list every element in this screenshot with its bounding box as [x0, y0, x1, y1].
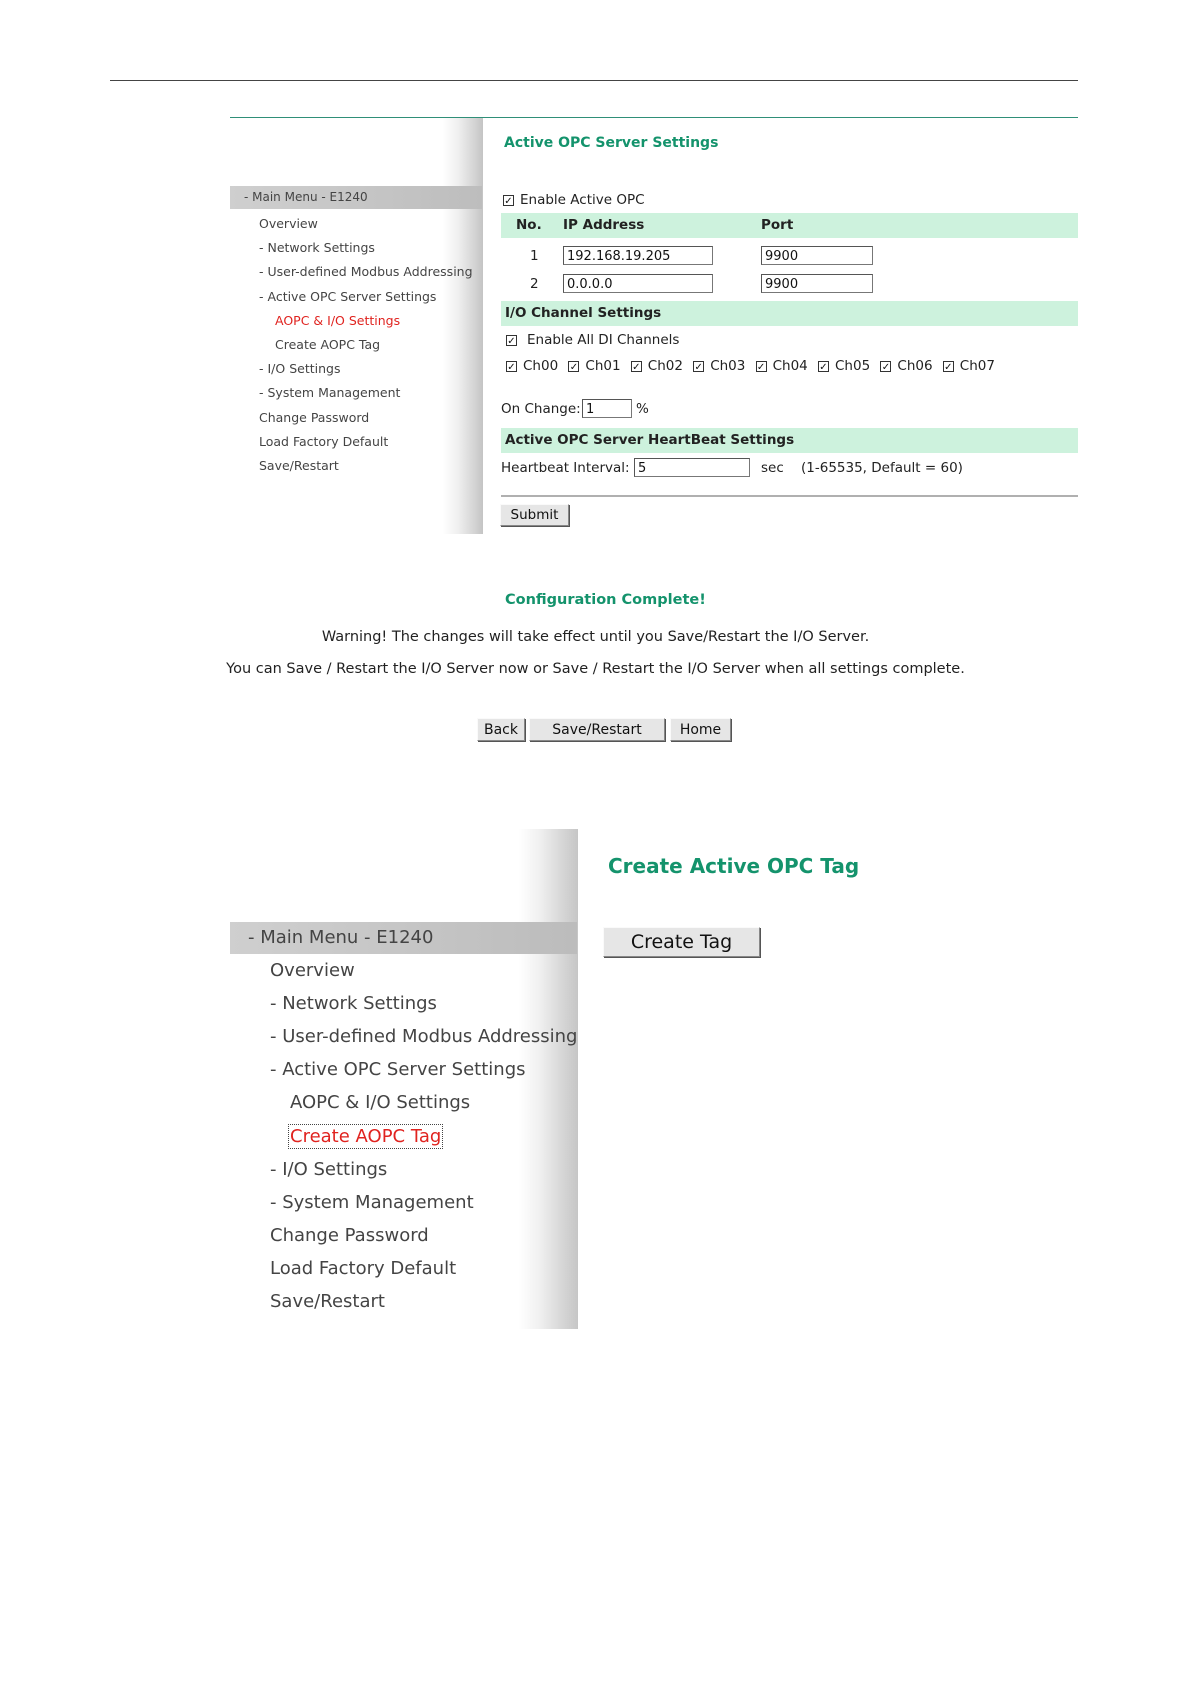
sidebar-item-active-opc-server-settings[interactable]: - Active OPC Server Settings — [259, 288, 437, 304]
channel-checkbox-ch03[interactable]: ✓ — [694, 362, 703, 373]
sidebar-item-large-active-opc-server-settings[interactable]: - Active OPC Server Settings — [270, 1059, 526, 1081]
create-aopc-tag-screen — [230, 829, 1078, 1329]
col-no-header: No. — [516, 217, 542, 233]
page-title: Active OPC Server Settings — [504, 135, 719, 151]
sidebar-item-system-management[interactable]: - System Management — [259, 385, 401, 401]
page-top-rule — [110, 80, 1078, 81]
sidebar-item-large-i-o-settings[interactable]: - I/O Settings — [270, 1158, 388, 1180]
home-button[interactable]: Home — [670, 718, 731, 741]
back-button[interactable]: Back — [477, 718, 525, 741]
sidebar-item-save-restart[interactable]: Save/Restart — [259, 458, 339, 473]
sidebar-item-user-defined-modbus-addressing[interactable]: - User-defined Modbus Addressing — [259, 264, 473, 280]
row-1-no: 1 — [530, 248, 539, 264]
save-restart-button[interactable]: Save/Restart — [529, 718, 665, 741]
on-change-unit: % — [636, 401, 649, 417]
ip-address-input-2[interactable]: 0.0.0.0 — [563, 274, 713, 293]
aopc-settings-screen — [230, 117, 1078, 534]
channel-label-ch07: Ch07 — [959, 358, 995, 374]
io-channel-header — [501, 301, 1078, 326]
sidebar-item-change-password[interactable]: Change Password — [259, 409, 370, 425]
sidebar-item-large-overview[interactable]: Overview — [270, 960, 355, 981]
row-2-no: 2 — [530, 276, 539, 292]
sidebar-item-large-network-settings[interactable]: - Network Settings — [270, 993, 437, 1015]
enable-all-di-label: Enable All DI Channels — [527, 332, 680, 348]
sidebar-item-large-user-defined-modbus-addressing[interactable]: - User-defined Modbus Addressing — [270, 1026, 578, 1048]
channel-label-ch02: Ch02 — [647, 358, 683, 374]
configuration-complete-screen — [0, 580, 1191, 740]
io-channel-title: I/O Channel Settings — [505, 305, 662, 321]
col-port-header: Port — [761, 217, 794, 233]
channel-checkbox-ch02[interactable]: ✓ — [632, 362, 641, 373]
sidebar-item-aopc-i-o-settings[interactable]: AOPC & I/O Settings — [275, 312, 401, 328]
enable-active-opc-checkbox[interactable]: ✓ — [504, 196, 513, 207]
form-separator — [501, 495, 1078, 497]
main-menu-header[interactable]: - Main Menu - E1240 — [230, 186, 482, 209]
enable-all-di-checkbox[interactable]: ✓ — [507, 336, 516, 347]
sidebar-item-i-o-settings[interactable]: - I/O Settings — [259, 361, 341, 377]
channel-checkbox-ch04[interactable]: ✓ — [756, 362, 766, 373]
submit-button[interactable]: Submit — [500, 504, 569, 526]
heartbeat-title: Active OPC Server HeartBeat Settings — [505, 432, 795, 448]
heartbeat-header — [501, 428, 1078, 453]
sidebar-item-large-create-aopc-tag[interactable]: Create AOPC Tag — [290, 1125, 442, 1147]
warning-text: Warning! The changes will take effect until you Save/Restart the I/O Server. — [321, 629, 870, 645]
channel-label-ch04: Ch04 — [772, 358, 808, 374]
ip-address-input-1[interactable]: 192.168.19.205 — [563, 246, 713, 265]
heartbeat-input[interactable]: 5 — [634, 458, 750, 477]
channel-label-ch05: Ch05 — [835, 358, 871, 374]
create-tag-page-title: Create Active OPC Tag — [608, 854, 860, 878]
server-table-header — [501, 213, 1078, 238]
enable-active-opc-label: Enable Active OPC — [520, 192, 645, 208]
save-info-text: You can Save / Restart the I/O Server now or Save / Restart the I/O Server when all settings complete. — [226, 661, 965, 677]
channel-checkbox-ch06[interactable]: ✓ — [881, 362, 891, 373]
port-input-1[interactable]: 9900 — [761, 246, 873, 265]
channel-label-ch06: Ch06 — [897, 358, 933, 374]
channel-label-ch00: Ch00 — [523, 358, 559, 374]
channel-label-ch03: Ch03 — [710, 358, 746, 374]
sidebar-large — [230, 829, 578, 1329]
sidebar-item-large-system-management[interactable]: - System Management — [270, 1191, 474, 1213]
heartbeat-label: Heartbeat Interval: — [501, 460, 630, 476]
sidebar-item-load-factory-default[interactable]: Load Factory Default — [259, 433, 389, 449]
sidebar-item-large-save-restart[interactable]: Save/Restart — [270, 1291, 385, 1312]
create-tag-button[interactable]: Create Tag — [603, 927, 760, 957]
channel-checkbox-ch07[interactable]: ✓ — [944, 362, 953, 373]
channel-checkbox-ch00[interactable]: ✓ — [507, 362, 516, 373]
sidebar — [230, 118, 483, 534]
sidebar-item-network-settings[interactable]: - Network Settings — [259, 240, 375, 256]
channel-label-ch01: Ch01 — [585, 358, 621, 374]
sidebar-item-create-aopc-tag[interactable]: Create AOPC Tag — [275, 337, 381, 352]
sidebar-item-large-change-password[interactable]: Change Password — [270, 1224, 429, 1246]
sidebar-item-large-load-factory-default[interactable]: Load Factory Default — [270, 1257, 457, 1279]
sidebar-item-large-aopc-i-o-settings[interactable]: AOPC & I/O Settings — [290, 1092, 471, 1114]
col-ip-header: IP Address — [563, 217, 645, 233]
sidebar-item-overview[interactable]: Overview — [259, 216, 318, 231]
heartbeat-unit: sec — [761, 460, 784, 476]
channel-checkbox-ch05[interactable]: ✓ — [819, 362, 828, 373]
port-input-2[interactable]: 9900 — [761, 274, 873, 293]
heartbeat-hint: (1-65535, Default = 60) — [801, 460, 963, 476]
on-change-input[interactable]: 1 — [582, 399, 632, 418]
channel-checkbox-ch01[interactable]: ✓ — [569, 362, 579, 373]
main-menu-header-large[interactable]: - Main Menu - E1240 — [230, 922, 577, 954]
confirmation-title: Configuration Complete! — [505, 592, 706, 608]
on-change-label: On Change: — [501, 401, 581, 417]
